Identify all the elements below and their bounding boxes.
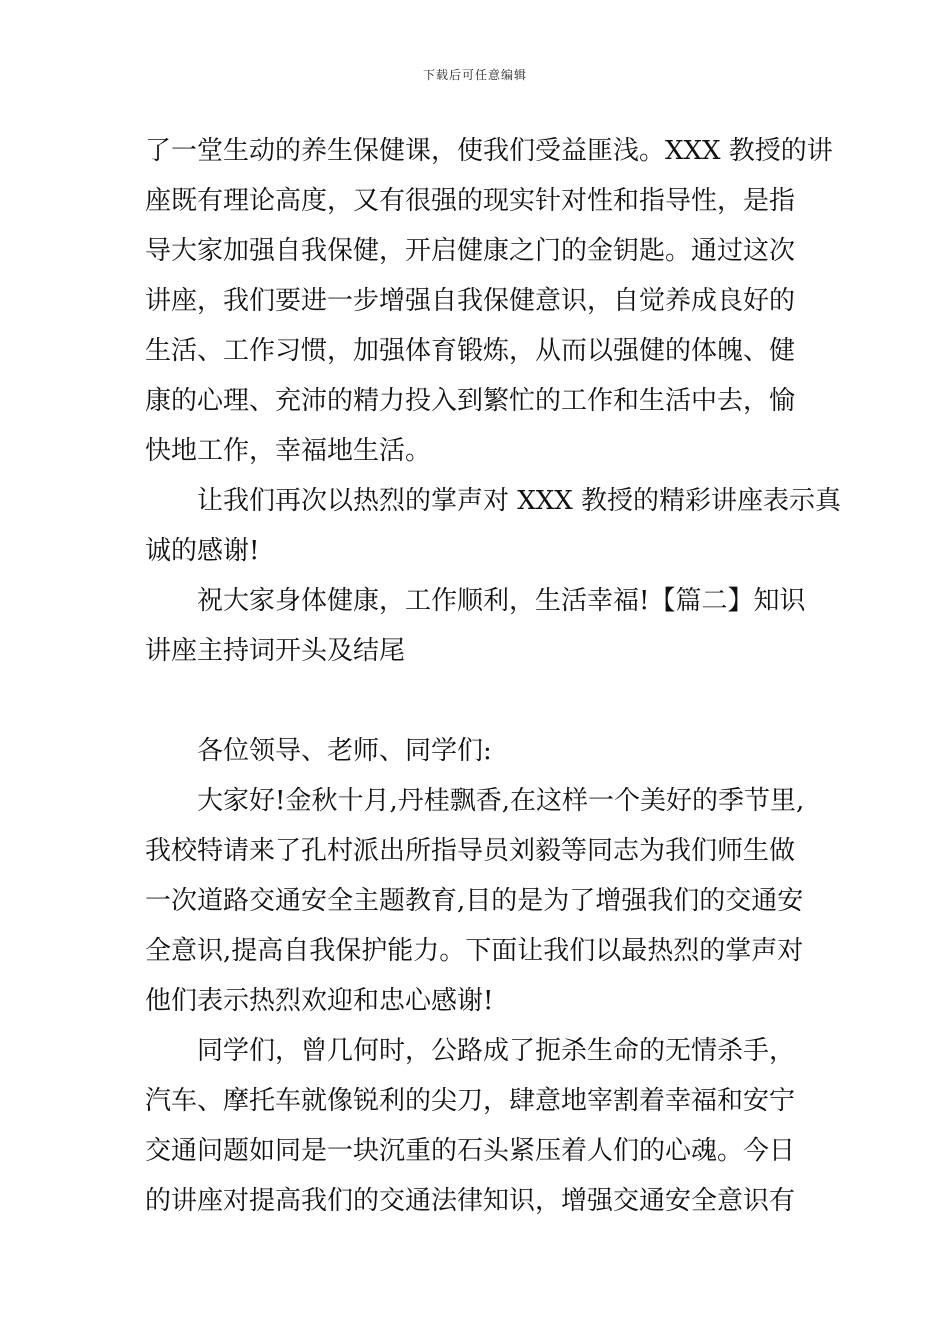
text-line: 的讲座对提高我们的交通法律知识，增强交通安全意识有 xyxy=(145,1186,796,1216)
text-line: 一次道路交通安全主题教育,目的是为了增强我们的交通安 xyxy=(145,886,804,916)
text-line: 交通问题如同是一块沉重的石头紧压着人们的心魂。今日 xyxy=(145,1136,796,1166)
paragraph-welcome xyxy=(145,776,810,1026)
text-line: 他们表示热烈欢迎和忠心感谢! xyxy=(145,986,494,1016)
text-line: 导大家加强自我保健，开启健康之门的金钥匙。通过这次 xyxy=(145,236,796,266)
paragraph-thanks xyxy=(145,476,842,576)
text-line: 各位领导、老师、同学们: xyxy=(197,736,492,766)
text-line: 了一堂生动的养生保健课，使我们受益匪浅。XXX 教授的讲 xyxy=(145,136,833,166)
blank-line xyxy=(145,676,810,726)
text-line: 汽车、摩托车就像锐利的尖刀，肆意地宰割着幸福和安宁 xyxy=(145,1086,796,1116)
paragraph-traffic-safety xyxy=(145,1026,810,1226)
text-line: 座既有理论高度，又有很强的现实针对性和指导性，是指 xyxy=(145,186,796,216)
text-line: 生活、工作习惯，加强体育锻炼，从而以强健的体魄、健 xyxy=(145,336,796,366)
text-line: 康的心理、充沛的精力投入到繁忙的工作和生活中去，愉 xyxy=(145,386,796,416)
paragraph-salutation xyxy=(145,726,810,776)
text-line: 讲座，我们要进一步增强自我保健意识，自觉养成良好的 xyxy=(145,286,796,316)
paragraph-wishes xyxy=(145,576,810,676)
text-line: 让我们再次以热烈的掌声对 XXX 教授的精彩讲座表示真 xyxy=(197,486,842,516)
paragraph-lecture-summary xyxy=(145,126,833,476)
text-line: 大家好!金秋十月,丹桂飘香,在这样一个美好的季节里, xyxy=(197,786,805,816)
text-line: 全意识,提高自我保护能力。下面让我们以最热烈的掌声对 xyxy=(145,936,804,966)
page-header: 下载后可任意编辑 xyxy=(422,68,527,82)
text-line: 同学们，曾几何时，公路成了扼杀生命的无情杀手， xyxy=(197,1036,796,1066)
text-line: 我校特请来了孔村派出所指导员刘毅等同志为我们师生做 xyxy=(145,836,796,866)
document-body xyxy=(145,126,842,1226)
text-line: 讲座主持词开头及结尾 xyxy=(145,636,406,666)
text-line: 快地工作，幸福地生活。 xyxy=(145,436,432,466)
text-line: 诚的感谢! xyxy=(145,536,260,566)
text-line: 祝大家身体健康，工作顺利，生活幸福!【篇二】知识 xyxy=(197,586,806,616)
